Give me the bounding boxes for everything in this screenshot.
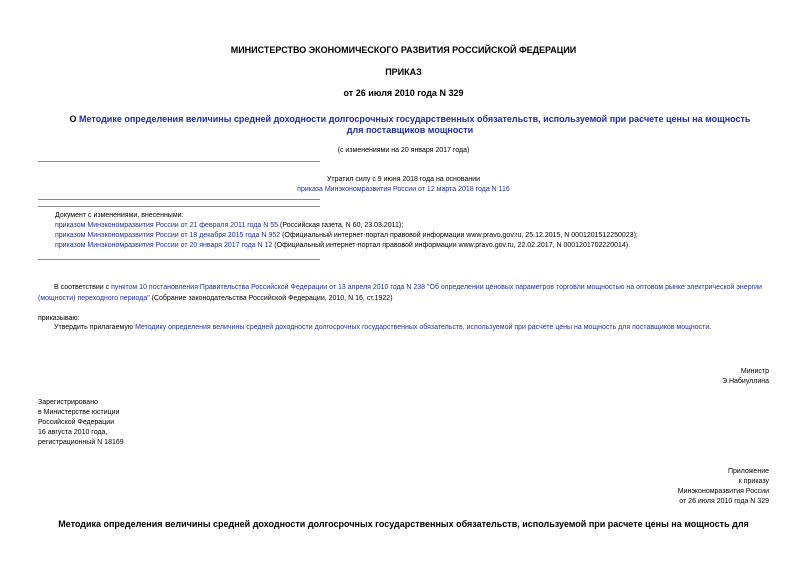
divider	[38, 199, 320, 200]
amendment-source: (Официальный интернет-портал правовой информации www.pravo.gov.ru, 25.12.2015, N 0001201512250023);	[280, 232, 638, 239]
revision-note: (с изменениями на 20 января 2017 года)	[337, 147, 470, 154]
order-paragraph	[54, 323, 774, 333]
amendment-source: (Российская газета, N 60, 23.03.2011);	[278, 222, 404, 229]
government-decree-link[interactable]: пунктом 10 постановления Правительства Российской Федерации от 13 апреля 2010 года N 238 "Об определении ценовых параметров торговли мощностью на оптовом рынке электрической энергии (мощности) переходного периода"	[38, 284, 762, 302]
appendix-line: Приложение	[727, 468, 769, 475]
amendment-source: (Официальный интернет-портал правовой информации www.pravo.gov.ru, 22.02.2017, N 0001201702220014).	[272, 242, 631, 249]
divider	[38, 206, 320, 207]
appendix-line: к приказу	[738, 478, 769, 485]
preamble-paragraph	[38, 282, 770, 304]
methodology-link[interactable]: Методику определения величины средней доходности долгосрочных государственных обязательств, используемой при расчете цены на мощность для поставщиков мощности	[135, 324, 710, 331]
amendment-link[interactable]: приказом Минэкономразвития России от 20 января 2017 года N 12	[55, 242, 273, 249]
order-end: .	[709, 324, 712, 331]
registration-line: в Министерстве юстиции	[38, 409, 120, 416]
ministry-name: МИНИСТЕРСТВО ЭКОНОМИЧЕСКОГО РАЗВИТИЯ РОССИЙСКОЙ ФЕДЕРАЦИИ	[230, 45, 577, 55]
appendix-line: Минэкономразвития России	[677, 488, 769, 495]
registration-line: регистрационный N 18169	[38, 439, 124, 446]
order-word: приказываю:	[38, 315, 80, 322]
preamble-start: В соответствии с	[54, 284, 110, 291]
title-prefix: О	[69, 114, 77, 124]
signature-name: Э.Набиуллина	[721, 378, 769, 385]
list-item	[55, 221, 775, 231]
divider	[38, 259, 320, 260]
document-date-number: от 26 июля 2010 года N 329	[343, 88, 464, 98]
registration-block	[38, 398, 238, 448]
list-item	[55, 231, 775, 241]
document-type: ПРИКАЗ	[385, 67, 422, 77]
registration-line: Зарегистрировано	[38, 399, 98, 406]
appendix-block	[560, 467, 769, 507]
changes-block	[55, 211, 775, 251]
order-start: Утвердить прилагаемую	[54, 324, 134, 331]
registration-line: Российской Федерации	[38, 419, 115, 426]
status-line: Утратил силу с 9 июня 2018 года на основании	[326, 176, 481, 183]
divider	[38, 161, 320, 162]
amendment-link[interactable]: приказом Минэкономразвития России от 21 февраля 2011 года N 55	[55, 222, 279, 229]
signature-role: Министр	[740, 368, 769, 375]
list-item	[55, 241, 775, 251]
amendment-link[interactable]: приказом Минэкономразвития России от 18 декабря 2015 года N 952	[55, 232, 281, 239]
preamble-end: (Собрание законодательства Российской Федерации, 2010, N 16, ст.1922)	[149, 295, 393, 302]
title-link[interactable]: Методике определения величины средней доходности долгосрочных государственных обязательств, используемой при расчете цены на мощность для поставщиков мощности	[79, 114, 751, 135]
appendix-line: от 26 июля 2010 года N 329	[679, 498, 769, 505]
document-title	[60, 114, 760, 136]
registration-line: 16 августа 2010 года,	[38, 429, 108, 436]
status-link-row	[0, 185, 807, 195]
changes-heading: Документ с изменениями, внесенными:	[55, 212, 184, 219]
repeal-order-link[interactable]: приказа Минэкономразвития России от 12 марта 2018 года N 116	[297, 186, 510, 193]
appendix-title: Методика определения величины средней доходности долгосрочных государственных обязательств, используемой при расчете цены на мощность для	[58, 519, 749, 529]
